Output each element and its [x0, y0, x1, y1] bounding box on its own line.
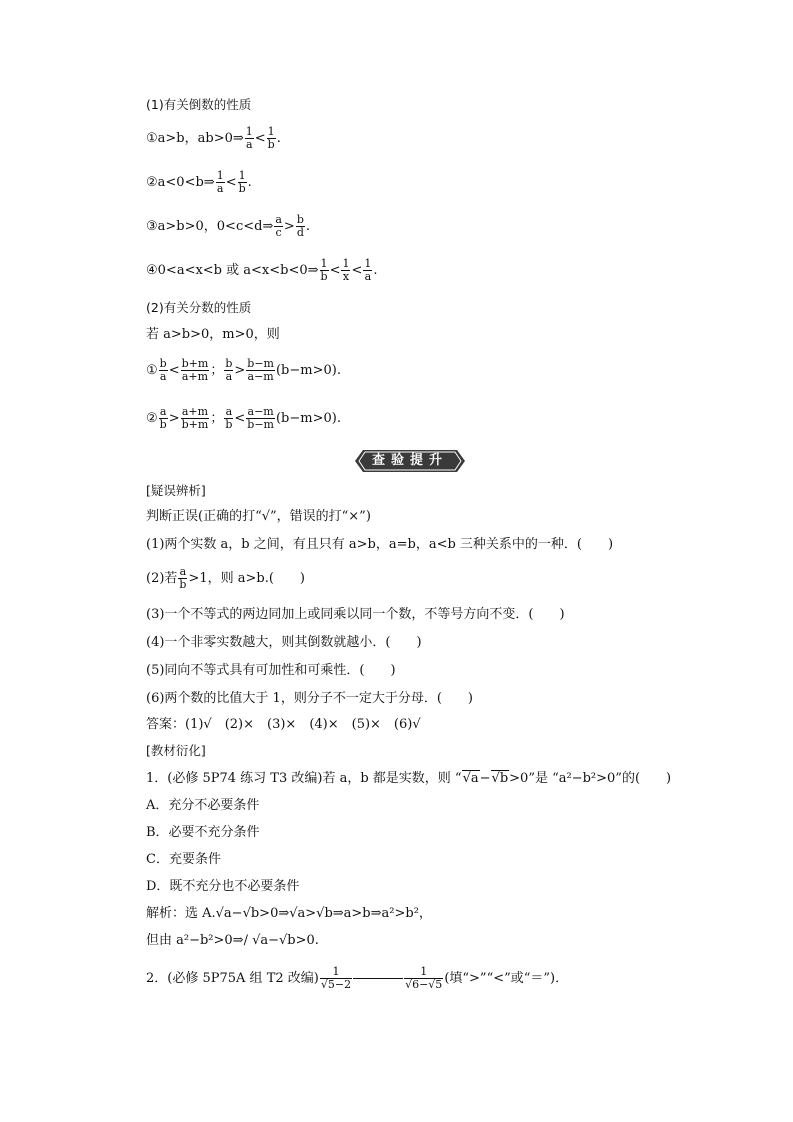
option-c: C．充要条件	[146, 852, 221, 867]
fraction: $\frac{1}{√5-2}$	[320, 965, 352, 991]
fraction: $\frac{1}{a}$	[216, 169, 224, 195]
review-item-3: (3)一个不等式的两边同加上或同乘以同一个数，不等号方向不变．( )	[146, 607, 565, 622]
fraction: $\frac{a}{c}$	[275, 213, 282, 239]
review-item-1: (1)两个实数 a，b 之间，有且只有 a>b，a=b，a<b 三种关系中的一种．( )	[146, 537, 614, 552]
reciprocal-heading: (1)有关倒数的性质	[146, 97, 252, 112]
fraction: $\frac{1}{a}$	[364, 257, 372, 283]
review-item-6: (6)两个数的比值大于 1，则分子不一定大于分母．( )	[146, 691, 473, 706]
fraction: $\frac{1}{a}$	[245, 125, 253, 151]
fraction: $\frac{b}{a}$	[225, 357, 233, 383]
fraction: $\frac{1}{b}$	[320, 257, 328, 283]
option-d: D．既不充分也不必要条件	[146, 879, 300, 894]
sqrt-a: √ a	[462, 770, 480, 786]
reciprocal-property-1: ①a>b，ab>0⇒ $\frac{1}{a}$ < $\frac{1}{b}$ .	[146, 125, 281, 151]
fraction: $\frac{a+m}{b+m}$	[181, 405, 209, 431]
fraction: $\frac{b-m}{a-m}$	[247, 357, 274, 383]
fraction: $\frac{b}{a}$	[159, 357, 167, 383]
option-b: B．必要不充分条件	[146, 825, 260, 840]
fraction: $\frac{1}{b}$	[238, 169, 246, 195]
section-banner	[355, 450, 465, 472]
solution-line-2: 但由 a²−b²>0⇒/ √a−√b>0.	[146, 933, 319, 948]
fraction: $\frac{1}{b}$	[267, 125, 275, 151]
reciprocal-property-2: ②a<0<b⇒ $\frac{1}{a}$ < $\frac{1}{b}$ .	[146, 169, 252, 195]
solution-line-1: 解析：选 A.√a−√b>0⇒√a>√b⇒a>b⇒a²>b²，	[146, 906, 432, 921]
sqrt-b: √ b	[491, 770, 510, 786]
fraction-property-2: ② $\frac{a}{b}$ > $\frac{a+m}{b+m}$ ； $\frac{a}{b}$ < $\frac{a-m}{b-m}$ (b−m>0).	[146, 405, 341, 431]
review-instruction: 判断正误(正确的打“√”，错误的打“×”)	[146, 509, 371, 524]
review-item-2: (2)若 $\frac{a}{b}$ >1，则 a>b.( )	[146, 565, 306, 591]
fraction: $\frac{a}{b}$	[159, 405, 167, 431]
fraction-heading: (2)有关分数的性质	[146, 300, 252, 315]
text: ①a>b，ab>0⇒	[146, 131, 244, 146]
fraction: $\frac{a}{b}$	[179, 565, 187, 591]
fraction-property-1: ① $\frac{b}{a}$ < $\frac{b+m}{a+m}$ ； $\frac{b}{a}$ > $\frac{b-m}{a-m}$ (b−m>0).	[146, 357, 341, 383]
fraction: $\frac{1}{x}$	[342, 257, 350, 283]
textbook-question-1: 1．(必修 5P74 练习 T3 改编)若 a，b 都是实数，则 “√ a−√ b>0”是 “a²−b²>0”的( )	[146, 770, 671, 788]
fraction: $\frac{b}{d}$	[296, 213, 304, 239]
fraction: $\frac{1}{√6-√5}$	[405, 965, 443, 991]
answer-blank[interactable]	[353, 978, 403, 979]
review-item-5: (5)同向不等式具有可加性和可乘性．( )	[146, 663, 396, 678]
review-item-4: (4)一个非零实数越大，则其倒数就越小．( )	[146, 635, 422, 650]
fraction: $\frac{a}{b}$	[225, 405, 233, 431]
fraction: $\frac{a-m}{b-m}$	[247, 405, 274, 431]
fraction: $\frac{b+m}{a+m}$	[181, 357, 209, 383]
reciprocal-property-4: ④0<a<x<b 或 a<x<b<0⇒ $\frac{1}{b}$ < $\frac{1}{x}$ < $\frac{1}{a}$ .	[146, 257, 378, 283]
reciprocal-property-3: ③a>b>0，0<c<d⇒ $\frac{a}{c}$ > $\frac{b}{d}$ .	[146, 213, 310, 239]
banner-label: 查验提升	[371, 453, 448, 468]
fraction-condition: 若 a>b>0，m>0，则	[146, 327, 280, 342]
textbook-question-2: 2．(必修 5P75A 组 T2 改编) $\frac{1}{√5-2}$ $\frac{1}{√6-√5}$ (填“>”“<”或“＝”)．	[146, 965, 569, 991]
textbook-heading: [教材衍化]	[146, 743, 206, 758]
option-a: A．充分不必要条件	[146, 798, 260, 813]
review-answer: 答案：(1)√ (2)× (3)× (4)× (5)× (6)√	[146, 717, 421, 732]
review-heading: [疑误辨析]	[146, 483, 206, 498]
